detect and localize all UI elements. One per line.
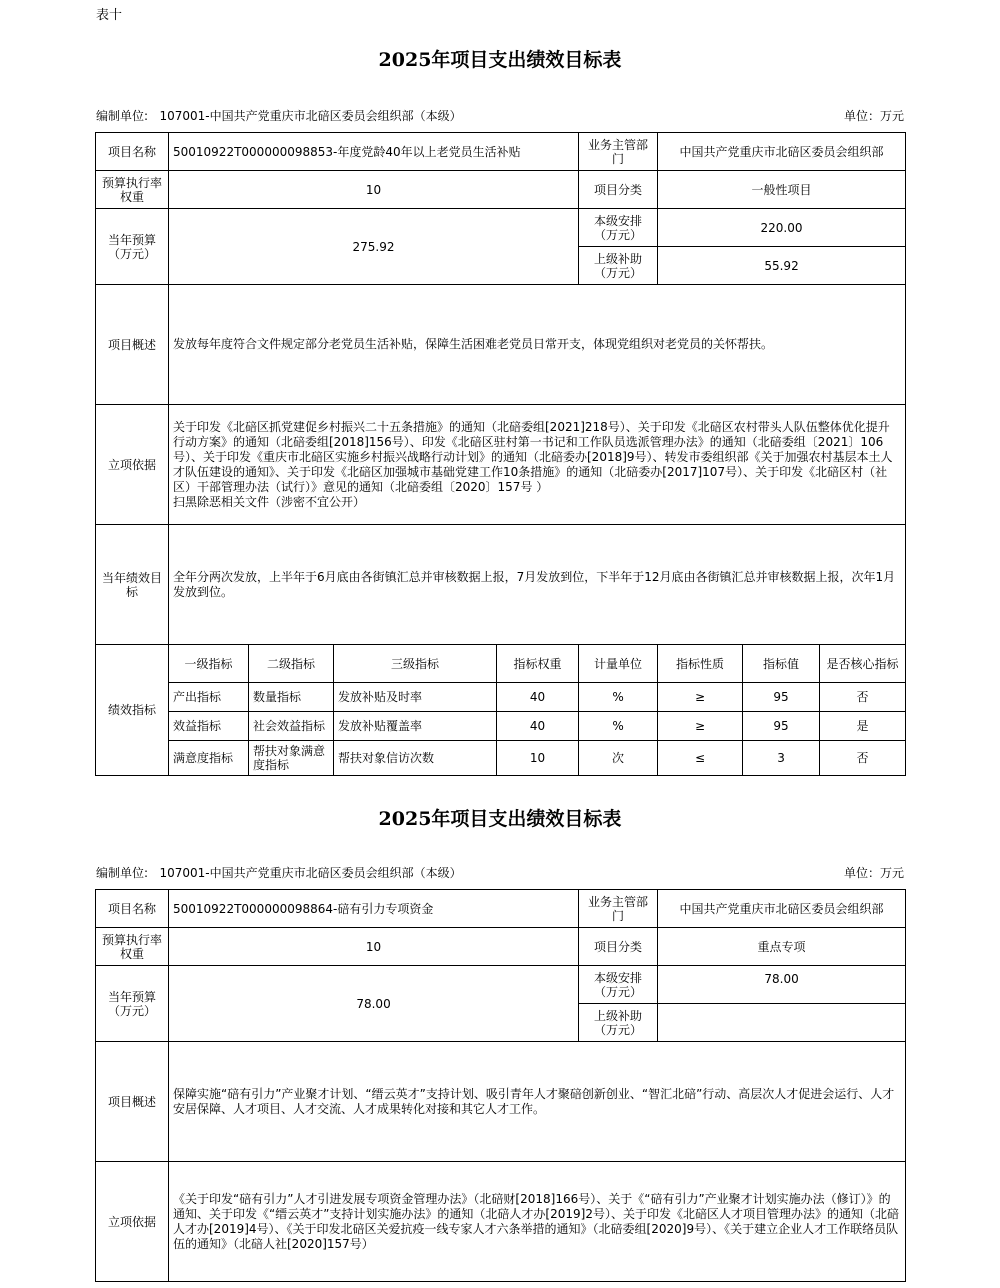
basis-label: 立项依据: [96, 1162, 169, 1282]
table-cell: 10: [497, 741, 579, 776]
weight-value: 10: [169, 171, 579, 209]
budget-label: 当年预算（万元）: [96, 966, 169, 1042]
org-label: 编制单位:: [96, 109, 149, 123]
column-header: 三级指标: [334, 645, 497, 683]
overview-label: 项目概述: [96, 1042, 169, 1162]
table-cell: 否: [820, 741, 906, 776]
category-label: 项目分类: [579, 171, 658, 209]
dept-value: 中国共产党重庆市北碚区委员会组织部: [658, 890, 906, 928]
header-meta: [96, 864, 904, 881]
weight-label: 预算执行率权重: [96, 171, 169, 209]
table-cell: 否: [820, 683, 906, 712]
org-value: 107001-中国共产党重庆市北碚区委员会组织部（本级）: [159, 109, 462, 123]
table-cell: 数量指标: [249, 683, 334, 712]
basis-text: 《关于印发“碚有引力”人才引进发展专项资金管理办法》（北碚财[2018]166号）、关于《“碚有引力”产业聚才计划实施办法（修订）》的通知、关于印发《“缙云英才”支持计划实施办法》的通知（北碚人才办[2019]2号）、关于印发《北碚区人才项目管理办法》的通知（北碚人才办[2019]4号）、《关于印发北碚区关爱抗疫一线专家人才六条举措的通知》（北碚委组[2020]9号）、《关于建立企业人才工作联络员队伍的通知》（北碚人社[2020]157号）: [169, 1162, 906, 1282]
table-cell: 社会效益指标: [249, 712, 334, 741]
table-cell: 帮扶对象满意度指标: [249, 741, 334, 776]
overview-text: 发放每年度符合文件规定部分老党员生活补贴，保障生活困难老党员日常开支，体现党组织对老党员的关怀帮扶。: [169, 285, 906, 405]
category-value: 一般性项目: [658, 171, 906, 209]
table-title: 2025年项目支出绩效目标表: [378, 49, 622, 71]
column-header: 计量单位: [579, 645, 658, 683]
upper-value: 55.92: [658, 247, 906, 285]
table-cell: 40: [497, 712, 579, 741]
table-cell: 满意度指标: [169, 741, 249, 776]
goal-label: 当年绩效目标: [96, 525, 169, 645]
goal-text: 全年分两次发放，上半年于6月底由各街镇汇总并审核数据上报，7月发放到位，下半年于12月底由各街镇汇总并审核数据上报，次年1月发放到位。: [169, 525, 906, 645]
table-row: [96, 741, 906, 776]
column-header: 是否核心指标: [820, 645, 906, 683]
project-name-label: 项目名称: [96, 890, 169, 928]
table-row: [96, 683, 906, 712]
column-header: 一级指标: [169, 645, 249, 683]
upper-label: 上级补助（万元）: [579, 247, 658, 285]
performance-table: [95, 132, 906, 776]
org-value: 107001-中国共产党重庆市北碚区委员会组织部（本级）: [159, 866, 462, 880]
table-cell: 40: [497, 683, 579, 712]
basis-label: 立项依据: [96, 405, 169, 525]
table-cell: %: [579, 683, 658, 712]
column-header: 指标性质: [658, 645, 743, 683]
overview-label: 项目概述: [96, 285, 169, 405]
local-label: 本级安排（万元）: [579, 966, 658, 1004]
weight-label: 预算执行率权重: [96, 928, 169, 966]
table-cell: 3: [743, 741, 820, 776]
dept-label: 业务主管部门: [579, 890, 658, 928]
local-label: 本级安排（万元）: [579, 209, 658, 247]
table-row: [96, 712, 906, 741]
table-cell: ≥: [658, 683, 743, 712]
table-cell: 产出指标: [169, 683, 249, 712]
table-cell: 帮扶对象信访次数: [334, 741, 497, 776]
table-cell: 95: [743, 712, 820, 741]
upper-label: 上级补助（万元）: [579, 1004, 658, 1042]
performance-table: [95, 889, 906, 1282]
unit-label: 单位：万元: [843, 866, 904, 880]
table-number-label: 表十: [96, 8, 123, 23]
upper-value: [658, 1004, 906, 1042]
weight-value: 10: [169, 928, 579, 966]
basis-text: 关于印发《北碚区抓党建促乡村振兴二十五条措施》的通知（北碚委组[2021]218号）、关于印发《北碚区农村带头人队伍整体优化提升行动方案》的通知（北碚委组[2018]156号）、印发《北碚区驻村第一书记和工作队员选派管理办法》的通知（北碚委组〔2021〕106号）、关于印发《重庆市北碚区实施乡村振兴战略行动计划》的通知（北碚委办[2018]9号）、转发市委组织部《关于加强农村基层本土人才队伍建设的通知》、关于印发《北碚区加强城市基础党建工作10条措施》的通知（北碚委办[2017]107号）、关于印发《北碚区村（社区）干部管理办法（试行）》意见的通知（北碚委组〔2020〕157号 ） 扫黑除恶相关文件（涉密不宜公开）: [169, 405, 906, 525]
table-cell: ≤: [658, 741, 743, 776]
local-value: 220.00: [658, 209, 906, 247]
org-label: 编制单位:: [96, 866, 149, 880]
table-cell: 次: [579, 741, 658, 776]
budget-label: 当年预算（万元）: [96, 209, 169, 285]
table-cell: 发放补贴覆盖率: [334, 712, 497, 741]
dept-value: 中国共产党重庆市北碚区委员会组织部: [658, 133, 906, 171]
table-cell: ≥: [658, 712, 743, 741]
project-name-label: 项目名称: [96, 133, 169, 171]
project-name: 50010922T000000098853-年度党龄40年以上老党员生活补贴: [169, 133, 579, 171]
local-value: 78.00: [658, 966, 906, 1004]
category-value: 重点专项: [658, 928, 906, 966]
table-cell: 效益指标: [169, 712, 249, 741]
overview-text: 保障实施“碚有引力”产业聚才计划、“缙云英才”支持计划、吸引青年人才聚碚创新创业、“智汇北碚”行动、高层次人才促进会运行、人才安居保障、人才项目、人才交流、人才成果转化对接和其它人才工作。: [169, 1042, 906, 1162]
category-label: 项目分类: [579, 928, 658, 966]
table-cell: 是: [820, 712, 906, 741]
column-header: 二级指标: [249, 645, 334, 683]
column-header: 指标权重: [497, 645, 579, 683]
header-meta: [96, 107, 904, 124]
column-header: 指标值: [743, 645, 820, 683]
budget-value: 78.00: [169, 966, 579, 1042]
table-cell: 95: [743, 683, 820, 712]
unit-label: 单位：万元: [843, 109, 904, 123]
table-cell: 发放补贴及时率: [334, 683, 497, 712]
budget-value: 275.92: [169, 209, 579, 285]
perf-label: 绩效指标: [96, 645, 169, 776]
dept-label: 业务主管部门: [579, 133, 658, 171]
table-cell: %: [579, 712, 658, 741]
project-name: 50010922T000000098864-碚有引力专项资金: [169, 890, 579, 928]
table-title: 2025年项目支出绩效目标表: [378, 808, 622, 830]
